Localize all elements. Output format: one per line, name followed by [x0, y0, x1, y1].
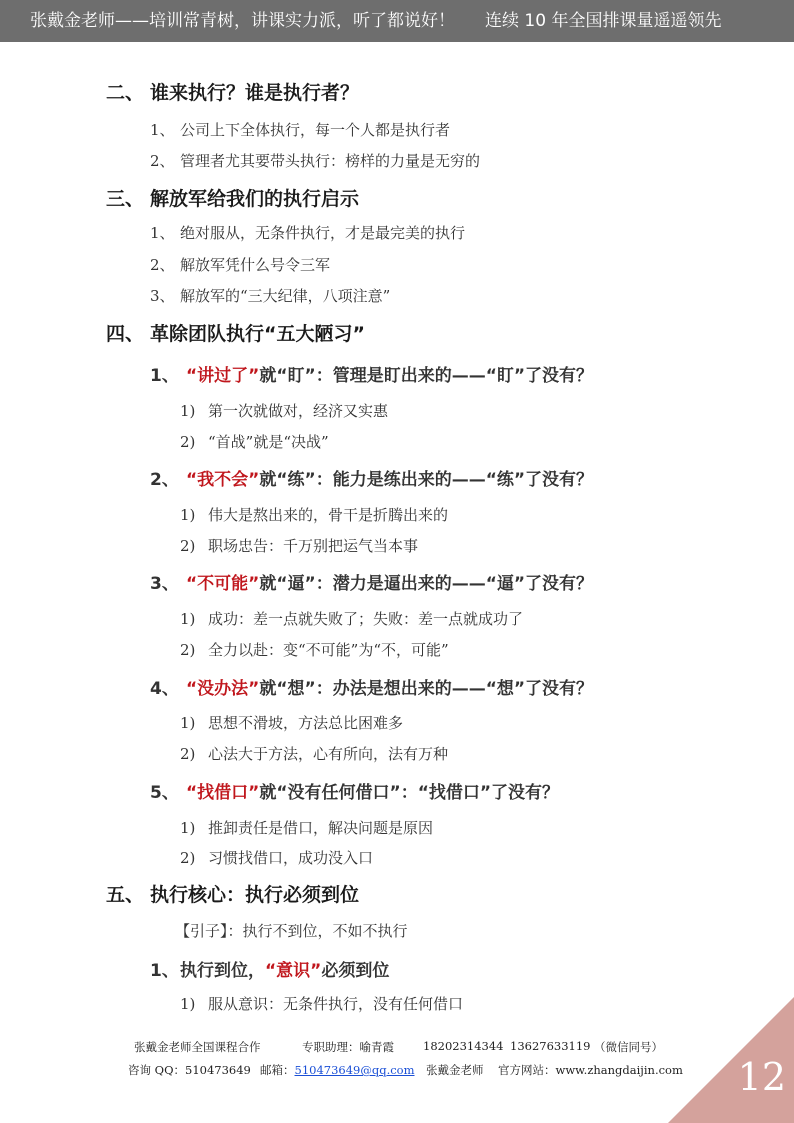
list-item: 2、 解放军凭什么号令三军	[150, 256, 331, 274]
subsection-1-heading: 1、 “讲过了”就“盯”：管理是盯出来的——“盯”了没有？	[150, 366, 594, 386]
section-3-heading: 三、 解放军给我们的执行启示	[106, 188, 360, 210]
list-item: 1) 成功：差一点就失败了；失败：差一点就成功了	[180, 610, 524, 628]
subsection-3-heading: 3、 “不可能”就“逼”：潜力是逼出来的——“逼”了没有？	[150, 574, 594, 594]
list-item: 1) 推卸责任是借口，解决问题是原因	[180, 819, 434, 837]
list-item: 1、 公司上下全体执行，每一个人都是执行者	[150, 121, 451, 139]
subsection-2-heading: 2、 “我不会”就“练”：能力是练出来的——“练”了没有？	[150, 470, 594, 490]
list-item: 1) 伟大是熬出来的，骨干是折腾出来的	[180, 506, 449, 524]
footer-qq: 咨询 QQ：510473649	[128, 1063, 251, 1077]
list-item: 2) 心法大于方法，心有所向，法有万种	[180, 745, 449, 763]
list-item: 1) 第一次就做对，经济又实惠	[180, 402, 389, 420]
list-item: 1) 思想不滑坡，方法总比困难多	[180, 714, 404, 732]
section-4-heading: 四、 革除团队执行“五大陋习”	[106, 323, 365, 345]
list-item: 1) 服从意识：无条件执行，没有任何借口	[180, 995, 464, 1013]
footer-teacher: 张戴金老师	[426, 1063, 484, 1077]
section-2-heading: 二、 谁来执行？谁是执行者？	[106, 82, 360, 104]
header-claim: 连续 10 年全国排课量遥遥领先	[485, 11, 722, 31]
page-header	[0, 0, 794, 42]
subsection-5-heading: 5、 “找借口”就“没有任何借口”：“找借口”了没有？	[150, 783, 560, 803]
list-item: 2) “首战”就是“决战”	[180, 433, 329, 451]
page-number: 12	[737, 1055, 786, 1099]
footer-email: 邮箱：510473649@qq.com	[260, 1063, 415, 1077]
section-5-heading: 五、 执行核心：执行必须到位	[106, 884, 360, 906]
list-item: 3、 解放军的“三大纪律，八项注意”	[150, 287, 391, 305]
list-item: 2) 习惯找借口，成功没入口	[180, 849, 374, 867]
subsection-4-heading: 4、 “没办法”就“想”：办法是想出来的——“想”了没有？	[150, 679, 594, 699]
section-5-quote: 【引子】：执行不到位，不如不执行	[175, 922, 408, 940]
list-item: 2) 全力以赴：变“不可能”为“不，可能”	[180, 641, 449, 659]
footer-org: 张戴金老师全国课程合作	[134, 1040, 261, 1054]
footer-phone-1: 18202314344	[423, 1039, 504, 1053]
footer-website: 官方网站：www.zhangdaijin.com	[498, 1063, 683, 1077]
footer-phone-2: 13627633119	[510, 1039, 591, 1053]
email-link[interactable]: 510473649@qq.com	[294, 1063, 415, 1077]
list-item: 2) 职场忠告：千万别把运气当本事	[180, 537, 419, 555]
footer-assistant: 专职助理：喻青霞	[302, 1040, 394, 1054]
list-item: 1、 绝对服从，无条件执行，才是最完美的执行	[150, 224, 466, 242]
section-5-subheading: 1、执行到位，“意识”必须到位	[150, 961, 390, 981]
footer-wechat-note: （微信同号）	[594, 1040, 663, 1054]
list-item: 2、 管理者尤其要带头执行：榜样的力量是无穷的	[150, 152, 481, 170]
header-slogan: 张戴金老师——培训常青树，讲课实力派，听了都说好！	[30, 11, 455, 31]
